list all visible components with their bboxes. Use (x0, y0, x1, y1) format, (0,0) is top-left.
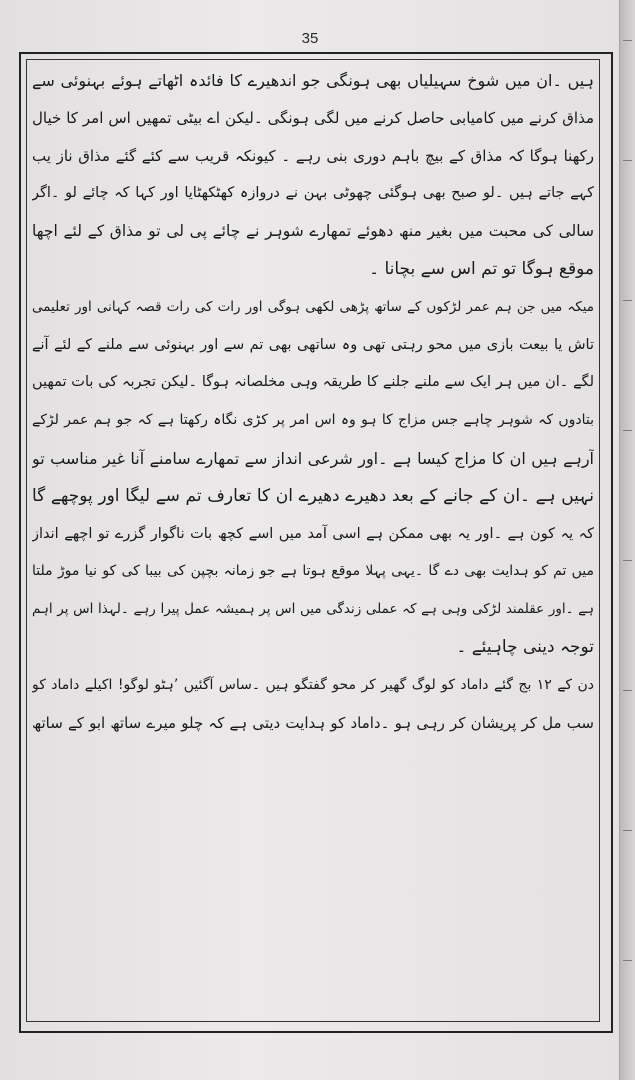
page-number: 35 (301, 30, 319, 47)
text-line: کہ یہ کون ہے ۔اور یہ بھی ممکن ہے اسی آمد میں اسے کچھ بات ناگوار گزرے تو اچھے انداز (32, 525, 594, 542)
text-line: کہے جاتے ہیں ۔لو صبح بھی ہوگئی چھوٹی بہن نے دروازہ کھٹکھٹایا اور کہا کہ چائے لو ۔اگر (32, 185, 594, 202)
text-line: میکہ میں جن ہم عمر لڑکوں کے ساتھ پڑھی لکھی ہوگی اور رات کی رات قصہ کہانی اور تعلیمی (32, 298, 594, 315)
text-line: تاش یا بیعت بازی میں محو رہتی تھی وہ ساتھی بھی تم سے اور بہنوئی سے ملنے کے لئے آنے (32, 336, 594, 353)
text-line: ہیں ۔ان میں شوخ سہیلیاں بھی ہونگی جو اندھیرے کا فائدہ اٹھاتے ہوئے بہنوئی سے (32, 71, 594, 90)
text-line: سالی کی محبت میں بغیر منھ دھوئے تمھارے شوہر نے چائے پی لی تو مذاق کے لئے اچھا (32, 222, 594, 241)
next-page-edge (619, 0, 635, 1080)
text-line: دن کے ۱۲ بج گئے داماد کو لوگ گھیر کر محو گفتگو ہیں ۔ساس آگئیں ’ہٹو لوگو! اکیلے داماد کو (32, 676, 594, 693)
text-line: میں تم کو ہدایت بھی دے گا ۔یہی پہلا موقع ہوتا ہے جو زمانہ بچپن کی بیبا کی کو نیا موڑ ملتا (32, 563, 594, 580)
text-line: نہیں ہے ۔ان کے جانے کے بعد دھیرے دھیرے ان کا تعارف تم سے لیگا اور پوچھے گا (32, 485, 594, 506)
text-line: مذاق کرنے میں کامیابی حاصل کرنے میں لگی ہونگی ۔لیکن اے بیٹی تمھیں اس امر کا خیال (32, 108, 594, 127)
text-line: آرہے ہیں ان کا مزاج کیسا ہے ۔اور شرعی انداز سے تمھارے سامنے آنا غیر مناسب تو (32, 448, 594, 468)
text-line: بتادوں کہ شوہر چاہے جس مزاج کا ہو وہ اس امر پر کڑی نگاہ رکھتا ہے کہ جو ہم عمر لڑکے (32, 412, 594, 429)
text-line: توجہ دینی چاہیئے ۔ (456, 636, 594, 657)
text-line: موقع ہوگا تو تم اس سے بچانا ۔ (369, 258, 594, 279)
text-line: سب مل کر پریشان کر رہی ہو ۔داماد کو ہدایت دیتی ہے کہ چلو میرے ساتھ ابو کے ساتھ (32, 713, 594, 732)
body-text (32, 62, 594, 1020)
text-line: ہے ۔اور عقلمند لڑکی وہی ہے کہ عملی زندگی میں اس پر ہمیشہ عمل پیرا رہے ۔لہذا اس پر اہم (32, 601, 594, 618)
text-line: لگے ۔ان میں ہر ایک سے ملنے جلنے کا طریقہ وہی مخلصانہ ہوگا ۔لیکن تجربہ کی بات تمھیں (32, 374, 594, 391)
text-line: رکھنا ہوگا کہ مذاق کے بیچ باہم دوری بنی رہے ۔ کیونکہ قریب سے کئے گئے مذاق ناز یب (32, 146, 594, 165)
